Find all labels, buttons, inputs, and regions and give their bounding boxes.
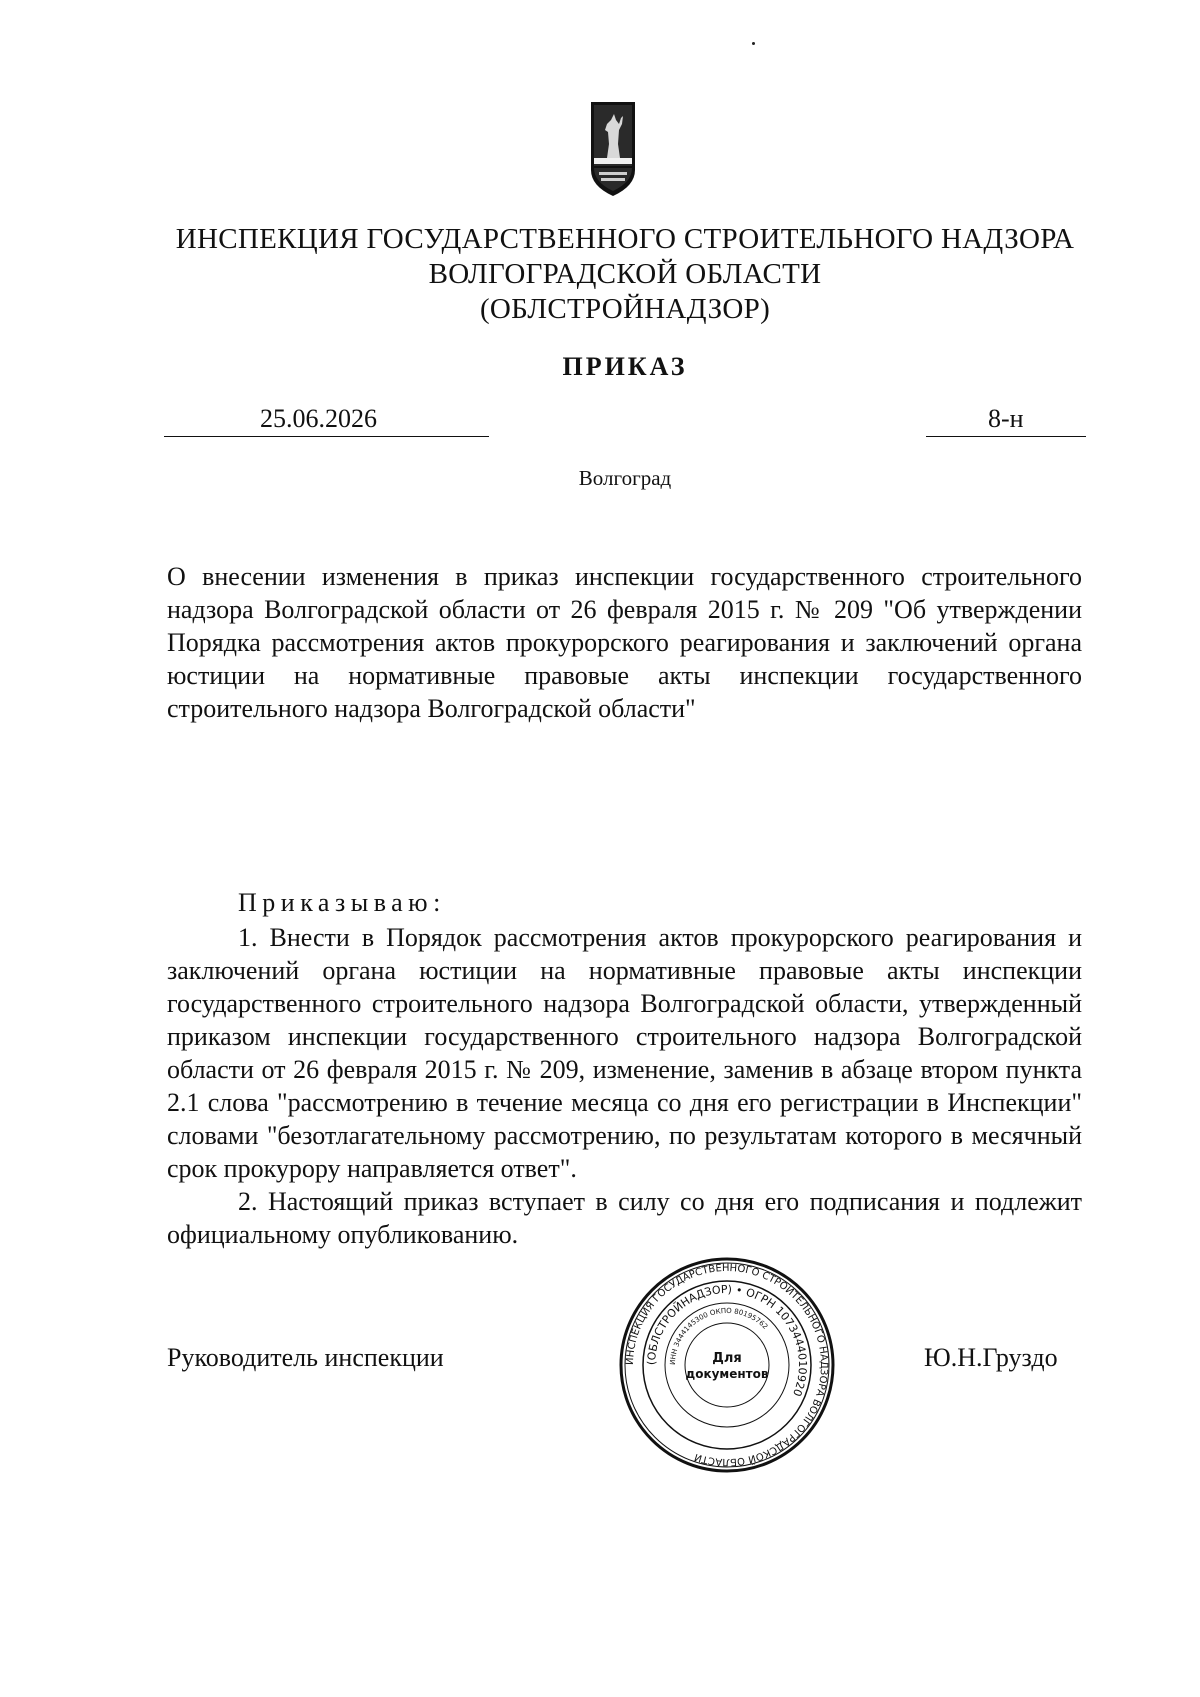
paragraph-1: 1. Внести в Порядок рассмотрения актов прокурорского реагирования и заключений органа юстиции на нормативные правовые акты инспекции государственного строительного надзора Волгоградской области, утвержденный приказом инспекции государственного строительного надзора Волгоградской области от 26 февраля 2015 г. № 209, изменение, заменив в абзаце втором пункта 2.1 слова "рассмотрению в течение месяца со дня его регистрации в Инспекции" словами "безотлагательному рассмотрению, по результатам которого в месячный срок прокурору направляется ответ".	[167, 923, 1082, 1183]
organization-name	[0, 222, 1200, 327]
signer-position: Руководитель инспекции	[167, 1343, 444, 1372]
org-line-3: (ОБЛСТРОЙНАДЗОР)	[479, 293, 771, 325]
seal-center-line-2: документов	[685, 1367, 769, 1381]
date-field	[164, 402, 489, 437]
seal-outer-text: ИНСПЕКЦИЯ ГОСУДАРСТВЕННОГО СТРОИТЕЛЬНОГО НАДЗОРА ВОЛГОГРАДСКОЙ ОБЛАСТИ	[624, 1262, 830, 1468]
order-heading: Приказываю:	[238, 888, 446, 917]
scan-speck	[752, 42, 755, 45]
org-line-2: ВОЛГОГРАДСКОЙ ОБЛАСТИ	[428, 258, 822, 290]
official-seal	[618, 1256, 836, 1474]
document-title: О внесении изменения в приказ инспекции государственного строительного надзора Волгоградской области от 26 февраля 2015 г. № 209 "Об утверждении Порядка рассмотрения актов прокурорского реагирования и заключений органа юстиции на нормативные правовые акты инспекции государственного строительного надзора Волгоградской области"	[167, 562, 1082, 723]
org-line-1: ИНСПЕКЦИЯ ГОСУДАРСТВЕННОГО СТРОИТЕЛЬНОГО НАДЗОРА	[175, 223, 1075, 255]
number-field	[926, 402, 1086, 437]
coat-of-arms-icon	[589, 100, 637, 200]
document-city: Волгоград	[578, 466, 672, 490]
paragraph-2: 2. Настоящий приказ вступает в силу со дня его подписания и подлежит официальному опубликованию.	[167, 1187, 1082, 1249]
seal-inner-text: (ОБЛСТРОЙНАДЗОР) • ОГРН 1073444010920	[644, 1282, 810, 1399]
document-type: ПРИКАЗ	[562, 352, 688, 381]
document-number: 8-н	[988, 404, 1024, 433]
seal-center-line-1: Для	[712, 1351, 742, 1366]
seal-inn-text: ИНН 3444145300 ОКПО 80195762	[668, 1306, 770, 1366]
document-date: 25.06.2026	[260, 404, 377, 433]
signer-name: Ю.Н.Груздо	[924, 1343, 1058, 1372]
